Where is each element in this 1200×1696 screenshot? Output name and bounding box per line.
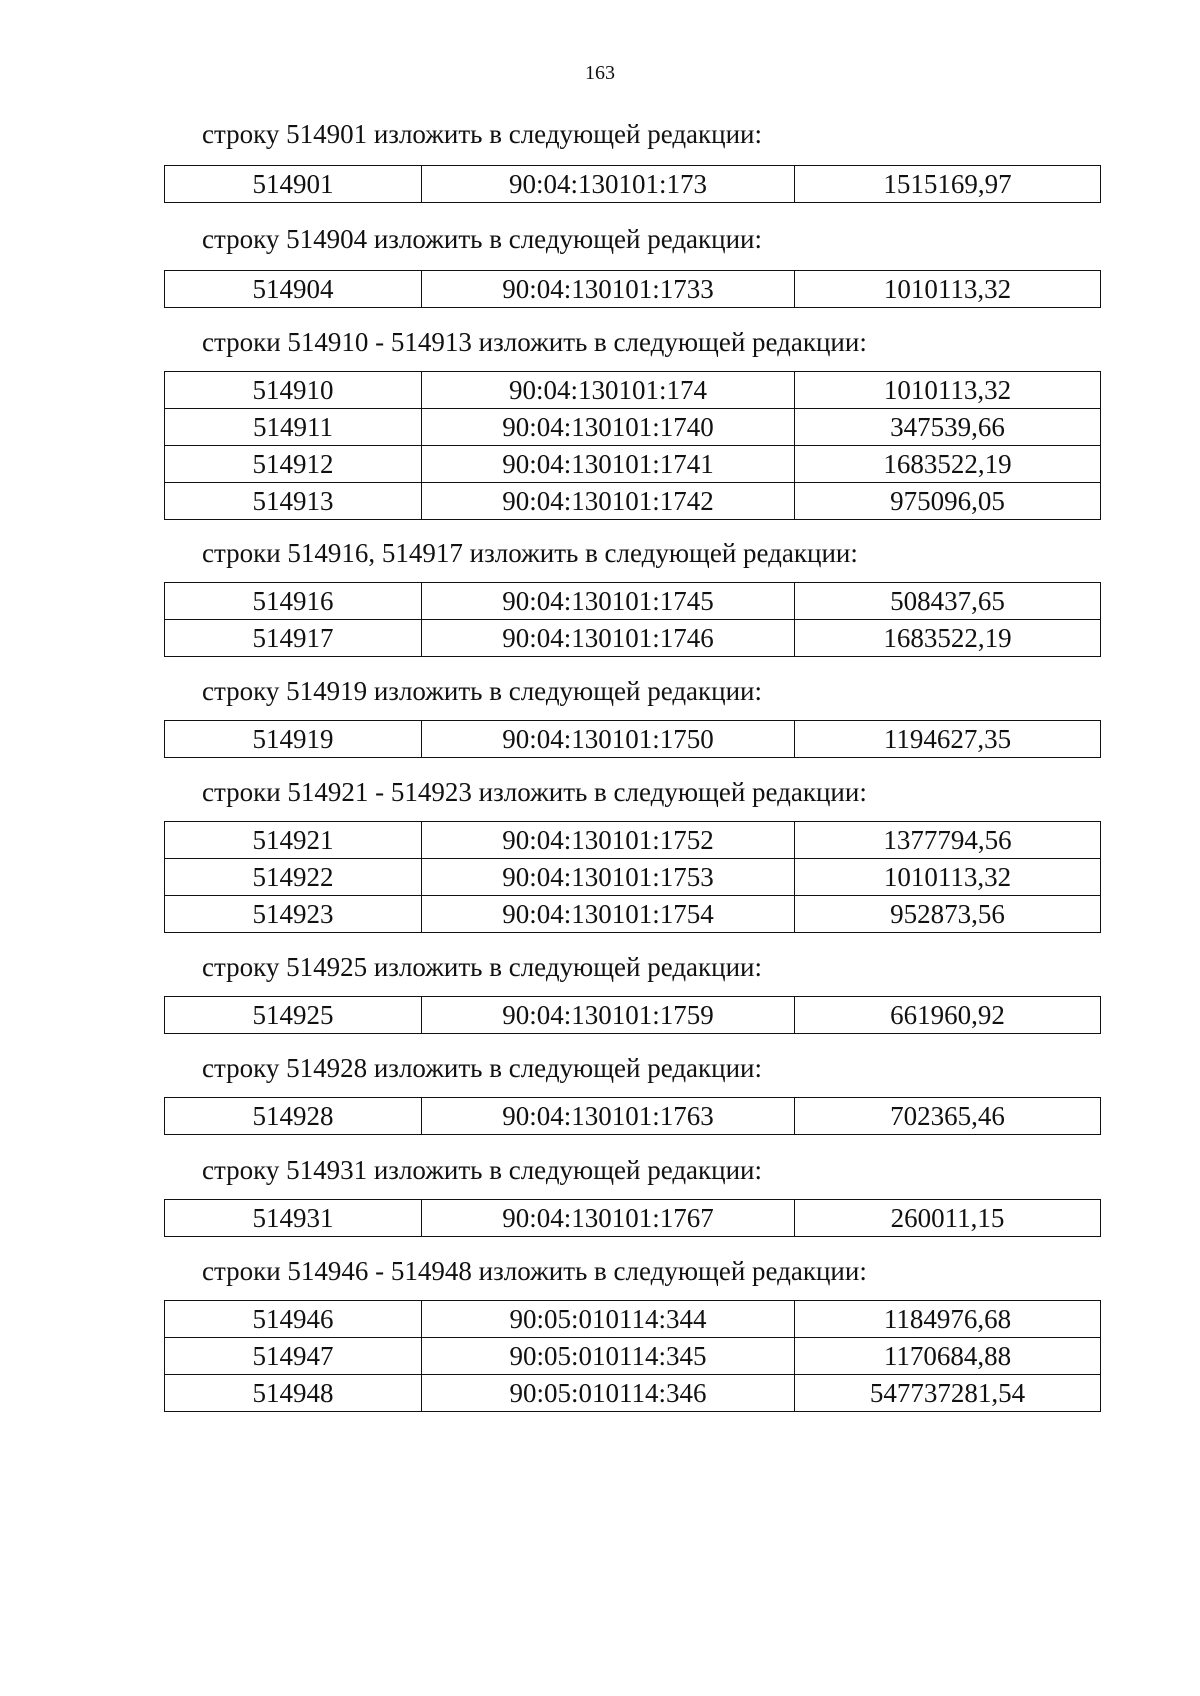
- amendment-table: [164, 1097, 1101, 1135]
- cadastral-number-cell: 90:04:130101:1759: [422, 997, 795, 1034]
- cadastral-number-cell: 90:04:130101:1754: [422, 896, 795, 933]
- table-row: [165, 721, 1101, 758]
- row-number-cell: 514921: [165, 822, 422, 859]
- value-cell: 702365,46: [795, 1098, 1101, 1135]
- row-number-cell: 514919: [165, 721, 422, 758]
- cadastral-number-cell: 90:04:130101:1753: [422, 859, 795, 896]
- table-row: [165, 896, 1101, 933]
- value-cell: 1010113,32: [795, 859, 1101, 896]
- row-number-cell: 514947: [165, 1338, 422, 1375]
- value-cell: 1010113,32: [795, 372, 1101, 409]
- amendment-section: [0, 775, 1200, 933]
- table-row: [165, 1338, 1101, 1375]
- value-cell: 1170684,88: [795, 1338, 1101, 1375]
- value-cell: 1010113,32: [795, 271, 1101, 308]
- cadastral-number-cell: 90:04:130101:1763: [422, 1098, 795, 1135]
- value-cell: 547737281,54: [795, 1375, 1101, 1412]
- row-number-cell: 514923: [165, 896, 422, 933]
- cadastral-number-cell: 90:04:130101:173: [422, 166, 795, 203]
- value-cell: 347539,66: [795, 409, 1101, 446]
- amendment-heading: строки 514946 - 514948 изложить в следующей редакции:: [202, 1256, 867, 1286]
- table-row: [165, 446, 1101, 483]
- table-row: [165, 997, 1101, 1034]
- table-row: [165, 271, 1101, 308]
- table-row: [165, 822, 1101, 859]
- amendment-heading: строки 514916, 514917 изложить в следующей редакции:: [202, 538, 858, 568]
- row-number-cell: 514931: [165, 1200, 422, 1237]
- amendment-section: [0, 117, 1200, 203]
- amendment-section: [0, 1254, 1200, 1412]
- amendment-heading: строку 514928 изложить в следующей редакции:: [202, 1053, 763, 1083]
- cadastral-number-cell: 90:05:010114:344: [422, 1301, 795, 1338]
- value-cell: 1377794,56: [795, 822, 1101, 859]
- row-number-cell: 514925: [165, 997, 422, 1034]
- amendment-table: [164, 821, 1101, 933]
- row-number-cell: 514901: [165, 166, 422, 203]
- amendment-section: [0, 325, 1200, 520]
- amendment-section: [0, 1153, 1200, 1237]
- amendment-table: [164, 720, 1101, 758]
- row-number-cell: 514948: [165, 1375, 422, 1412]
- table-row: [165, 1200, 1101, 1237]
- cadastral-number-cell: 90:04:130101:1746: [422, 620, 795, 657]
- amendment-heading: строку 514925 изложить в следующей редакции:: [202, 952, 763, 982]
- row-number-cell: 514912: [165, 446, 422, 483]
- cadastral-number-cell: 90:04:130101:174: [422, 372, 795, 409]
- amendment-section: [0, 674, 1200, 758]
- row-number-cell: 514916: [165, 583, 422, 620]
- value-cell: 260011,15: [795, 1200, 1101, 1237]
- value-cell: 1184976,68: [795, 1301, 1101, 1338]
- value-cell: 952873,56: [795, 896, 1101, 933]
- table-row: [165, 1098, 1101, 1135]
- value-cell: 1683522,19: [795, 620, 1101, 657]
- amendment-section: [0, 950, 1200, 1034]
- amendment-table: [164, 165, 1101, 203]
- amendment-table: [164, 582, 1101, 657]
- cadastral-number-cell: 90:05:010114:345: [422, 1338, 795, 1375]
- cadastral-number-cell: 90:04:130101:1745: [422, 583, 795, 620]
- cadastral-number-cell: 90:04:130101:1750: [422, 721, 795, 758]
- amendment-table: [164, 996, 1101, 1034]
- amendment-heading: строки 514921 - 514923 изложить в следующей редакции:: [202, 777, 867, 807]
- amendment-section: [0, 536, 1200, 657]
- row-number-cell: 514946: [165, 1301, 422, 1338]
- value-cell: 1515169,97: [795, 166, 1101, 203]
- cadastral-number-cell: 90:04:130101:1742: [422, 483, 795, 520]
- row-number-cell: 514904: [165, 271, 422, 308]
- document-body: [0, 100, 1200, 1412]
- amendment-heading: строку 514904 изложить в следующей редакции:: [202, 224, 763, 254]
- row-number-cell: 514910: [165, 372, 422, 409]
- amendment-table: [164, 1300, 1101, 1412]
- table-row: [165, 583, 1101, 620]
- row-number-cell: 514913: [165, 483, 422, 520]
- amendment-heading: строку 514931 изложить в следующей редакции:: [202, 1155, 763, 1185]
- cadastral-number-cell: 90:04:130101:1733: [422, 271, 795, 308]
- row-number-cell: 514928: [165, 1098, 422, 1135]
- table-row: [165, 483, 1101, 520]
- cadastral-number-cell: 90:04:130101:1767: [422, 1200, 795, 1237]
- amendment-table: [164, 1199, 1101, 1237]
- amendment-table: [164, 371, 1101, 520]
- amendment-heading: строку 514919 изложить в следующей редакции:: [202, 676, 763, 706]
- page-number: 163: [585, 62, 615, 84]
- cadastral-number-cell: 90:04:130101:1741: [422, 446, 795, 483]
- table-row: [165, 620, 1101, 657]
- amendment-section: [0, 222, 1200, 308]
- row-number-cell: 514917: [165, 620, 422, 657]
- amendment-table: [164, 270, 1101, 308]
- value-cell: 1683522,19: [795, 446, 1101, 483]
- value-cell: 661960,92: [795, 997, 1101, 1034]
- table-row: [165, 1301, 1101, 1338]
- amendment-heading: строки 514910 - 514913 изложить в следующей редакции:: [202, 327, 867, 357]
- table-row: [165, 166, 1101, 203]
- cadastral-number-cell: 90:04:130101:1752: [422, 822, 795, 859]
- value-cell: 1194627,35: [795, 721, 1101, 758]
- cadastral-number-cell: 90:05:010114:346: [422, 1375, 795, 1412]
- amendment-heading: строку 514901 изложить в следующей редакции:: [202, 119, 763, 149]
- cadastral-number-cell: 90:04:130101:1740: [422, 409, 795, 446]
- table-row: [165, 409, 1101, 446]
- table-row: [165, 859, 1101, 896]
- amendment-section: [0, 1051, 1200, 1135]
- row-number-cell: 514922: [165, 859, 422, 896]
- value-cell: 508437,65: [795, 583, 1101, 620]
- row-number-cell: 514911: [165, 409, 422, 446]
- table-row: [165, 1375, 1101, 1412]
- table-row: [165, 372, 1101, 409]
- value-cell: 975096,05: [795, 483, 1101, 520]
